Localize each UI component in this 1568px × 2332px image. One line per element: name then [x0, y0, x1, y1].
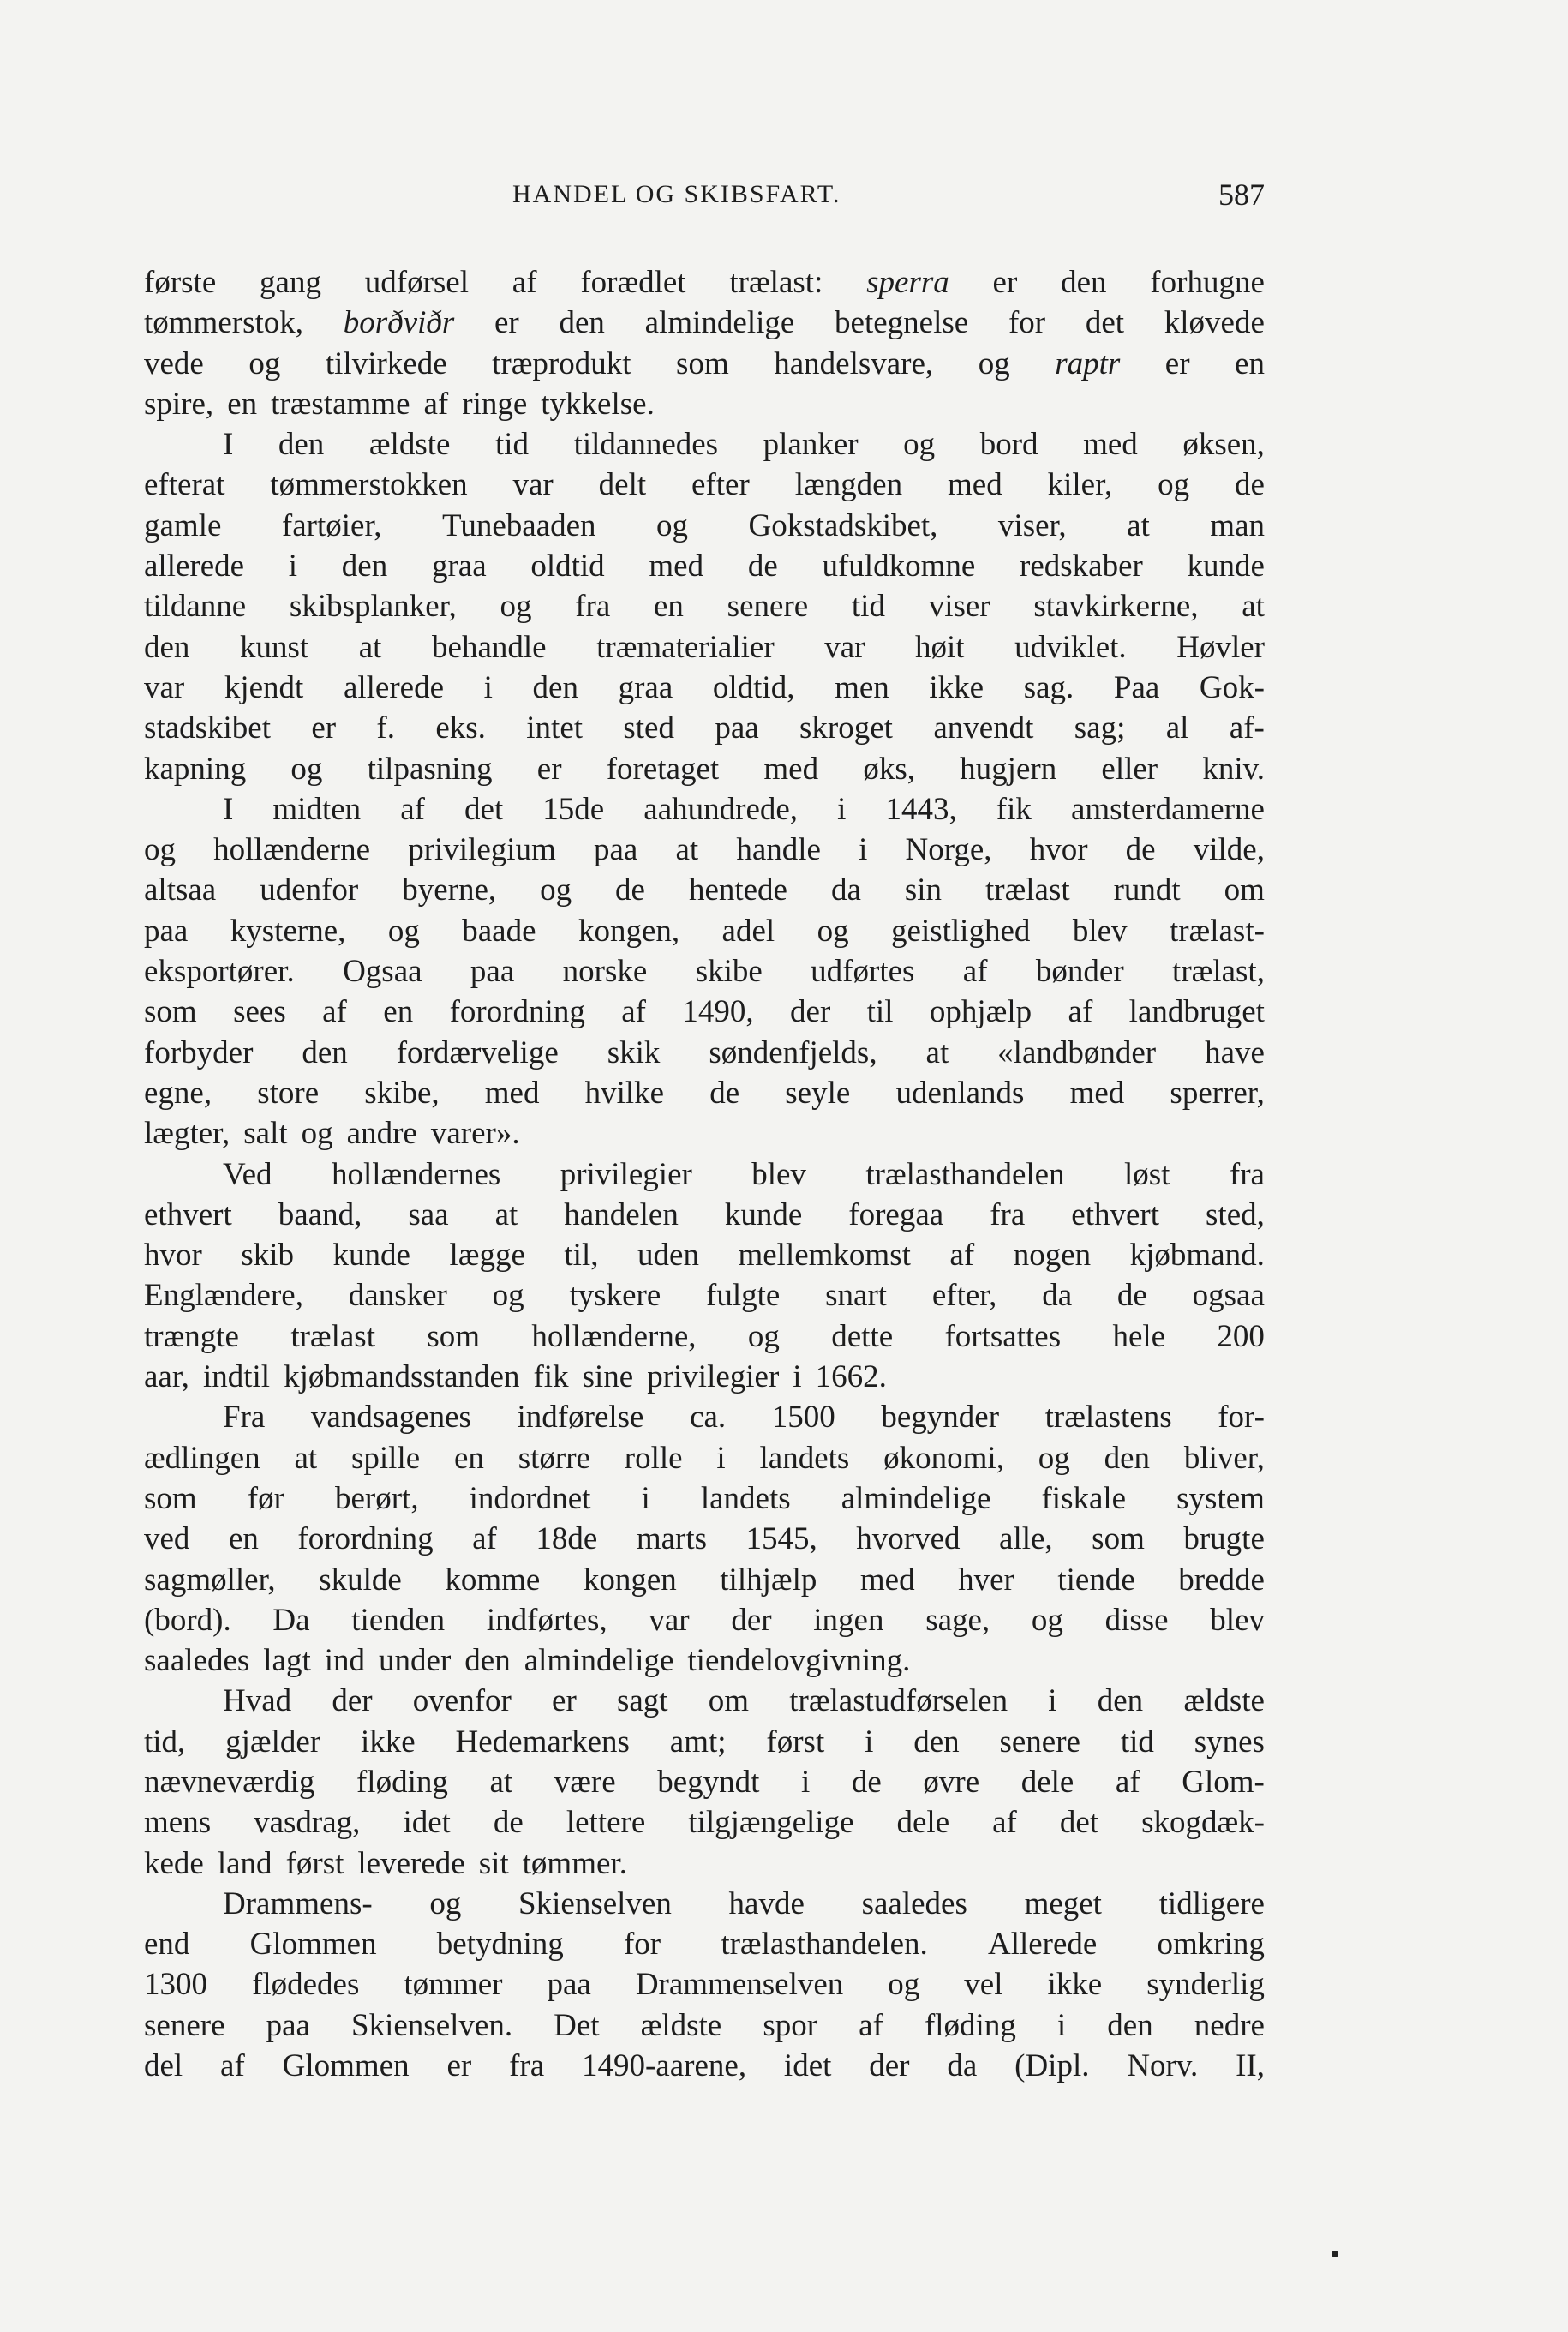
text-line: Drammens- og Skienselven havde saaledes meget tidligere: [223, 1885, 1265, 1921]
text-line: Hvad der ovenfor er sagt om trælastudførselen i den ældste: [223, 1683, 1265, 1719]
text-line: Fra vandsagenes indførelse ca. 1500 begynder trælastens for-: [223, 1400, 1265, 1436]
text-line: (bord). Da tienden indførtes, var der ingen sage, og disse blev: [144, 1602, 1265, 1638]
text-line: spire, en træstamme af ringe tykkelse.: [144, 386, 655, 422]
text-line: hvor skib kunde lægge til, uden mellemkomst af nogen kjøbmand.: [144, 1238, 1265, 1274]
text-line: egne, store skibe, med hvilke de seyle udenlands med sperrer,: [144, 1075, 1265, 1111]
text-line: og hollænderne privilegium paa at handle i Norge, hvor de vilde,: [144, 832, 1265, 868]
text-line: kede land først leverede sit tømmer.: [144, 1845, 627, 1881]
text-line: ved en forordning af 18de marts 1545, hvorved alle, som brugte: [144, 1521, 1265, 1557]
text-line: som før berørt, indordnet i landets almindelige fiskale system: [144, 1480, 1265, 1516]
text-line: tid, gjælder ikke Hedemarkens amt; først i den senere tid synes: [144, 1724, 1265, 1759]
text-line: trængte trælast som hollænderne, og dette fortsattes hele 200: [144, 1318, 1265, 1354]
header-title: HANDEL OG SKIBSFART.: [512, 180, 841, 208]
text-line: altsaa udenfor byerne, og de hentede da sin trælast rundt om: [144, 872, 1265, 908]
text-line: sagmøller, skulde komme kongen tilhjælp med hver tiende bredde: [144, 1562, 1265, 1598]
text-line: første gang udførsel af forædlet trælast: sperra er den forhugne: [144, 265, 1265, 300]
text-line: som sees af en forordning af 1490, der til ophjælp af landbruget: [144, 994, 1265, 1030]
text-line: forbyder den fordærvelige skik søndenfjelds, at «landbønder have: [144, 1034, 1265, 1070]
text-line: efterat tømmerstokken var delt efter længden med kiler, og de: [144, 467, 1265, 503]
text-line: I midten af det 15de aahundrede, i 1443, fik amsterdamerne: [223, 791, 1265, 827]
speck-mark: [1332, 2251, 1338, 2257]
text-line: den kunst at behandle træmaterialier var høit udviklet. Høvler: [144, 629, 1265, 665]
text-line: nævneværdig fløding at være begyndt i de øvre dele af Glom-: [144, 1764, 1265, 1800]
text-line: tømmerstok, borðviðr er den almindelige betegnelse for det kløvede: [144, 305, 1265, 341]
text-line: end Glommen betydning for trælasthandelen. Allerede omkring: [144, 1927, 1265, 1963]
text-line: tildanne skibsplanker, og fra en senere tid viser stavkirkerne, at: [144, 589, 1265, 625]
text-line: allerede i den graa oldtid med de ufuldkomne redskaber kunde: [144, 549, 1265, 584]
text-line: vede og tilvirkede træprodukt som handelsvare, og raptr er en: [144, 345, 1265, 381]
text-line: Ved hollændernes privilegier blev trælasthandelen løst fra: [223, 1156, 1265, 1192]
body-text: [144, 262, 1265, 2086]
text-line: Englændere, dansker og tyskere fulgte snart efter, da de ogsaa: [144, 1278, 1265, 1314]
text-line: I den ældste tid tildannedes planker og bord med øksen,: [223, 427, 1265, 463]
text-line: paa kysterne, og baade kongen, adel og geistlighed blev trælast-: [144, 913, 1265, 949]
text-line: kapning og tilpasning er foretaget med øks, hugjern eller kniv.: [144, 751, 1265, 787]
text-line: lægter, salt og andre varer».: [144, 1116, 520, 1152]
page-number: 587: [1218, 177, 1265, 212]
text-line: aar, indtil kjøbmandsstanden fik sine privilegier i 1662.: [144, 1359, 887, 1395]
text-line: ædlingen at spille en større rolle i landets økonomi, og den bliver,: [144, 1440, 1265, 1476]
text-line: saaledes lagt ind under den almindelige tiendelovgivning.: [144, 1643, 911, 1679]
text-line: del af Glommen er fra 1490-aarene, idet der da (Dipl. Norv. II,: [144, 2048, 1265, 2084]
text-line: mens vasdrag, idet de lettere tilgjængelige dele af det skogdæk-: [144, 1805, 1265, 1841]
text-line: senere paa Skienselven. Det ældste spor af fløding i den nedre: [144, 2007, 1265, 2043]
text-line: var kjendt allerede i den graa oldtid, men ikke sag. Paa Gok-: [144, 669, 1265, 705]
running-header: [144, 177, 1265, 223]
text-line: ethvert baand, saa at handelen kunde foregaa fra ethvert sted,: [144, 1196, 1265, 1232]
text-line: eksportører. Ogsaa paa norske skibe udførtes af bønder trælast,: [144, 954, 1265, 990]
text-line: gamle fartøier, Tunebaaden og Gokstadskibet, viser, at man: [144, 507, 1265, 543]
text-line: stadskibet er f. eks. intet sted paa skroget anvendt sag; al af-: [144, 710, 1265, 746]
text-line: 1300 flødedes tømmer paa Drammenselven og vel ikke synderlig: [144, 1967, 1265, 2003]
